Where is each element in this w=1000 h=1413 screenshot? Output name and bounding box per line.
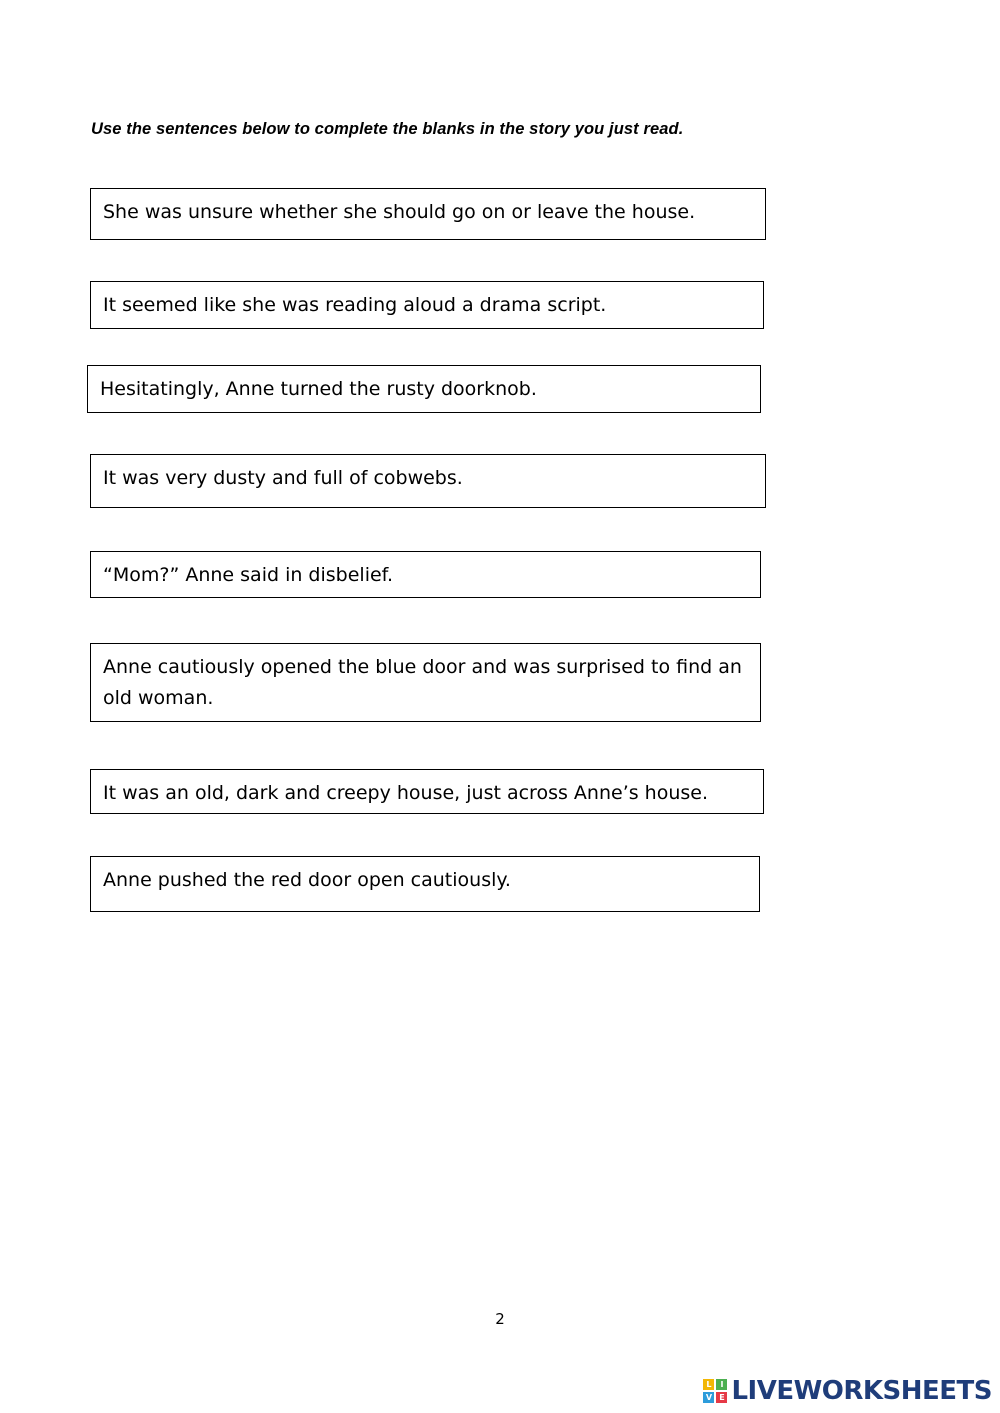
sentence-card[interactable] [90,769,764,814]
page-number: 2 [495,1310,505,1328]
brand-watermark [703,1376,992,1406]
sentence-text: Anne pushed the red door open cautiously. [103,869,511,891]
instruction-text: Use the sentences below to complete the blanks in the story you just read. [91,120,684,138]
liveworksheets-logo-icon [703,1379,727,1403]
sentence-card[interactable] [90,551,761,598]
logo-letter: I [716,1379,727,1390]
sentence-text: “Mom?” Anne said in disbelief. [103,564,394,586]
sentence-card[interactable] [90,454,766,508]
sentence-text: It was very dusty and full of cobwebs. [103,467,463,489]
sentence-card[interactable] [90,281,764,329]
logo-letter: V [703,1392,714,1403]
sentence-text: It seemed like she was reading aloud a drama script. [103,294,607,316]
logo-letter: L [703,1379,714,1390]
sentence-card[interactable] [87,365,761,413]
sentence-card[interactable] [90,643,761,722]
sentence-card[interactable] [90,856,760,912]
logo-letter: E [716,1392,727,1403]
brand-name: LIVEWORKSHEETS [731,1376,992,1406]
sentence-card[interactable] [90,188,766,240]
sentence-text: Hesitatingly, Anne turned the rusty doorknob. [100,378,537,400]
sentence-text: Anne cautiously opened the blue door and was surprised to find an old woman. [103,656,742,709]
sentence-text: She was unsure whether she should go on or leave the house. [103,201,696,223]
sentence-text: It was an old, dark and creepy house, just across Anne’s house. [103,782,709,804]
